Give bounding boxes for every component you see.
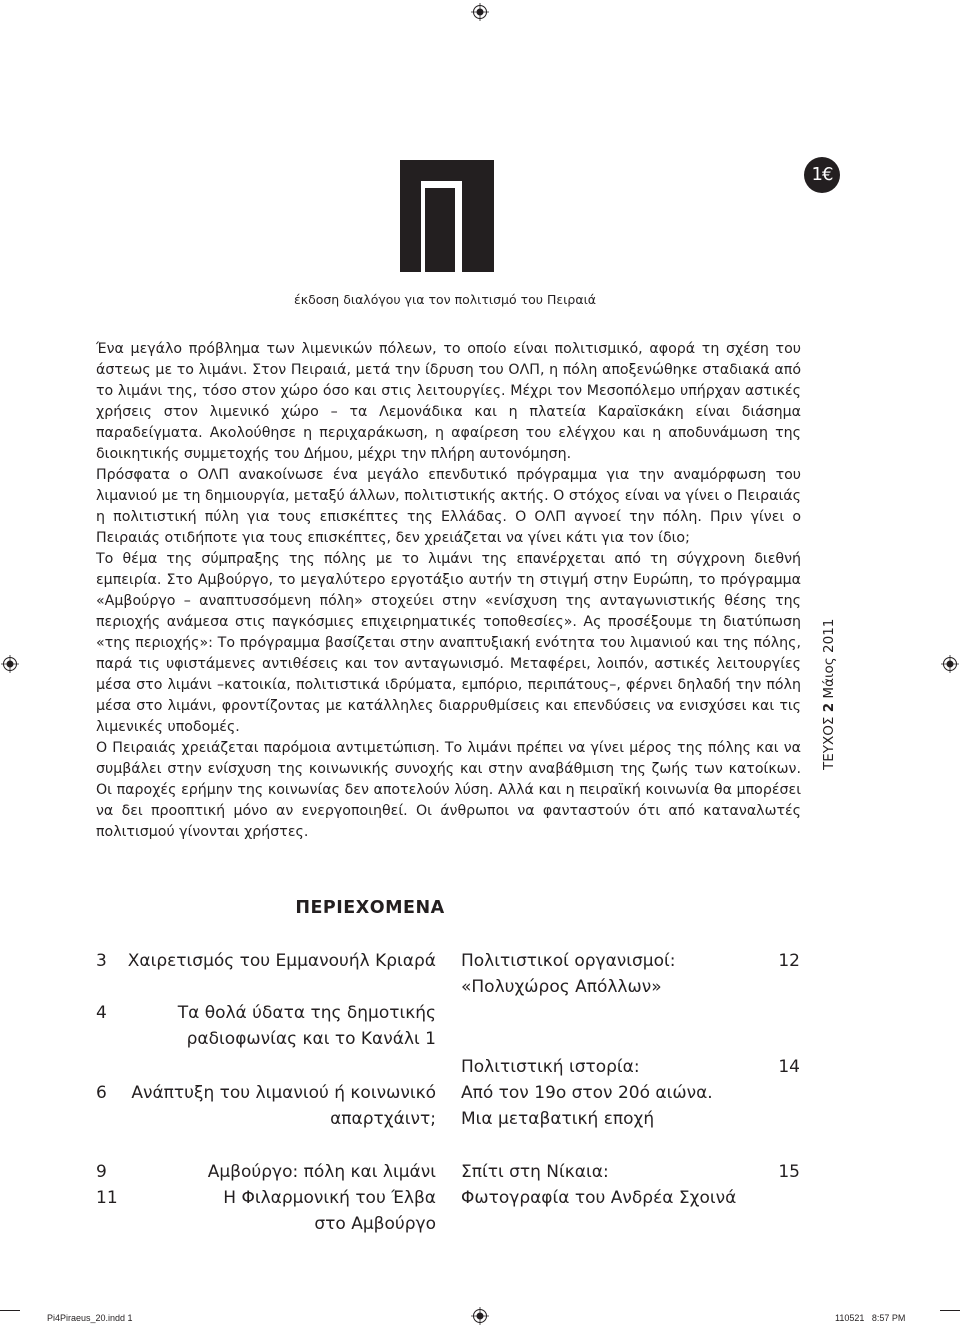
toc-title: ΠΕΡΙΕΧΟΜΕΝΑ [295,898,445,918]
toc-page-number: 6 [96,1083,107,1103]
editorial-article [96,339,801,843]
issue-date: Μάιος 2011 [821,618,837,699]
toc-page-number: 14 [778,1057,800,1077]
toc-entry-line: Χαιρετισμός του Εμμανουήλ Κριαρά [127,951,436,971]
toc-entry-line: στο Αμβούργο [314,1214,436,1234]
crop-mark [0,1310,20,1311]
pi-logo [400,160,494,272]
toc-entry[interactable] [461,1054,761,1132]
toc-entry[interactable] [461,1159,761,1211]
toc-entry-line: Πολιτιστικοί οργανισμοί: [461,951,676,971]
slug-file: Pi4Piraeus_20.indd 1 [47,1313,133,1323]
toc-page-number: 3 [96,951,107,971]
toc-entry-line: Σπίτι στη Νίκαια: [461,1162,609,1182]
toc-page-number: 12 [778,951,800,971]
toc-entry-line: ραδιοφωνίας και το Κανάλι 1 [186,1029,436,1049]
toc-page-number: 11 [96,1188,118,1208]
toc-page-number: 4 [96,1003,107,1023]
toc-entry-line: απαρτχάιντ; [330,1109,436,1129]
toc-entry[interactable] [126,948,436,974]
crop-mark [940,1310,960,1311]
issue-label [820,618,838,770]
article-paragraph: Ένα μεγάλο πρόβλημα των λιμενικών πόλεων, το οποίο είναι πολιτισμικό, αφορά τη σχέση του άστεως με το λιμάνι. Στον Πειραιά, μετά την ίδρυση του ΟΛΠ, η πόλη αποξενώθηκε σταδιακά από το λιμάνι της, τόσο στον χώρο όσο και στις λειτουργίες. Μέχρι τον Μεσοπόλεμο υπήρχαν αστικές χρήσεις στον λιμενικό χώρο – τα Λεμονάδικα και η πλατεία Καραϊσκάκη είναι διάσημα παραδείγματα. Ακολούθησε η περιχαράκωση, η αφαίρεση του ελέγχου και η αποδυνάμωση της διοικητικής συμμετοχής του Δήμου, μέχρι την πλήρη αυτονόμηση. [96,341,801,462]
registration-mark-icon [471,3,489,21]
issue-number: 2 [821,702,837,713]
toc-entry-line: Ανάπτυξη του λιμανιού ή κοινωνικό [131,1083,436,1103]
toc-entry-line: Η Φιλαρμονική του Έλβα [223,1188,436,1208]
registration-mark-icon [471,1307,489,1325]
article-paragraph: Πρόσφατα ο ΟΛΠ ανακοίνωσε ένα μεγάλο επενδυτικό πρόγραμμα για την αναμόρφωση του λιμανιού με τη δημιουργία, μεταξύ άλλων, πολιτιστικής ακτής. Ο στόχος είναι να γίνει ο Πειραιάς η πολιτιστική πύλη για τους επισκέπτες της Ελλάδας. Ο ΟΛΠ αγνοεί την πόλη. Πριν γίνει ο Πειραιάς οτιδήποτε για τους επισκέπτες, δεν χρειάζεται να γίνει κάτι για τον ίδιο; [96,467,801,546]
slug-date: 110521 [835,1313,865,1323]
article-paragraph: Ο Πειραιάς χρειάζεται παρόμοια αντιμετώπιση. Το λιμάνι πρέπει να γίνει μέρος της πόλης και να συμβάλει στην ενίσχυση της κοινωνικής συνοχής και στην αναβάθμιση της ζωής των κατοίκων. Οι παροχές ερήμην της κοινωνίας δεν αποτελούν λύση. Αλλά και η πειραϊκή κοινωνία θα μπορέσει να δει προοπτική μόνο αν ενεργοποιηθεί. Οι άνθρωποι να φανταστούν ότι από καταναλωτές πολιτισμού γίνονται χρήστες. [96,740,801,840]
toc-entry-line: Από τον 19ο στον 20ό αιώνα. [461,1083,713,1103]
registration-mark-icon [1,655,19,673]
toc-entry-line: Τα θολά ύδατα της δημοτικής [177,1003,436,1023]
tagline: έκδοση διαλόγου για τον πολιτισμό του Πειραιά [293,292,597,307]
toc-entry[interactable] [461,948,761,1000]
slug-datetime [835,1313,905,1323]
toc-entry-line: Αμβούργο: πόλη και λιμάνι [207,1162,436,1182]
issue-word: ΤΕΥΧΟΣ [821,716,837,770]
toc-entry-line: Φωτογραφία του Ανδρέα Σχοινά [461,1188,737,1208]
toc-entry[interactable] [126,1000,436,1052]
registration-mark-icon [941,655,959,673]
toc-entry-line: Μια μεταβατική εποχή [461,1109,655,1129]
article-paragraph: Το θέμα της σύμπραξης της πόλης με το λιμάνι της επανέρχεται από τη σύγχρονη διεθνή εμπειρία. Στο Αμβούργο, το μεγαλύτερο εργοτάξιο αυτήν τη στιγμή στην Ευρώπη, το πρόγραμμα «Αμβούργο – αναπτυσσόμενη πόλη» στοχεύει στην «ενίσχυση της ανταγωνιστικής θέσης της περιοχής ανάμεσα στις παγκόσμιες επιχειρηματικές τοποθεσίες». Ας προσέξουμε τη διατύπωση «της περιοχής»: Το πρόγραμμα βασίζεται στην αναπτυξιακή ενότητα του λιμανιού και της πόλης, παρά τις υφιστάμενες αντιθέσεις και τον ανταγωνισμό. Μεταφέρει, λοιπόν, αστικές λειτουργίες μέσα στο λιμάνι –κατοικία, πολιτιστικά ιδρύματα, εμπόριο, περιπάτους–, φέρνει δηλαδή την πόλη μέσα στο λιμάνι, φροντίζοντας με κατάλληλες διαρρυθμίσεις και επενδύσεις να ενισχύσει και τις λιμενικές υποδομές. [96,551,801,735]
toc-page-number: 15 [778,1162,800,1182]
toc-entry[interactable] [126,1080,436,1132]
toc-page-number: 9 [96,1162,107,1182]
toc-entry[interactable] [126,1159,436,1237]
toc-entry-line: «Πολυχώρος Απόλλων» [461,977,662,997]
toc-entry-line: Πολιτιστική ιστορία: [461,1057,640,1077]
price-badge: 1€ [804,157,840,193]
slug-time: 8:57 PM [871,1313,906,1323]
